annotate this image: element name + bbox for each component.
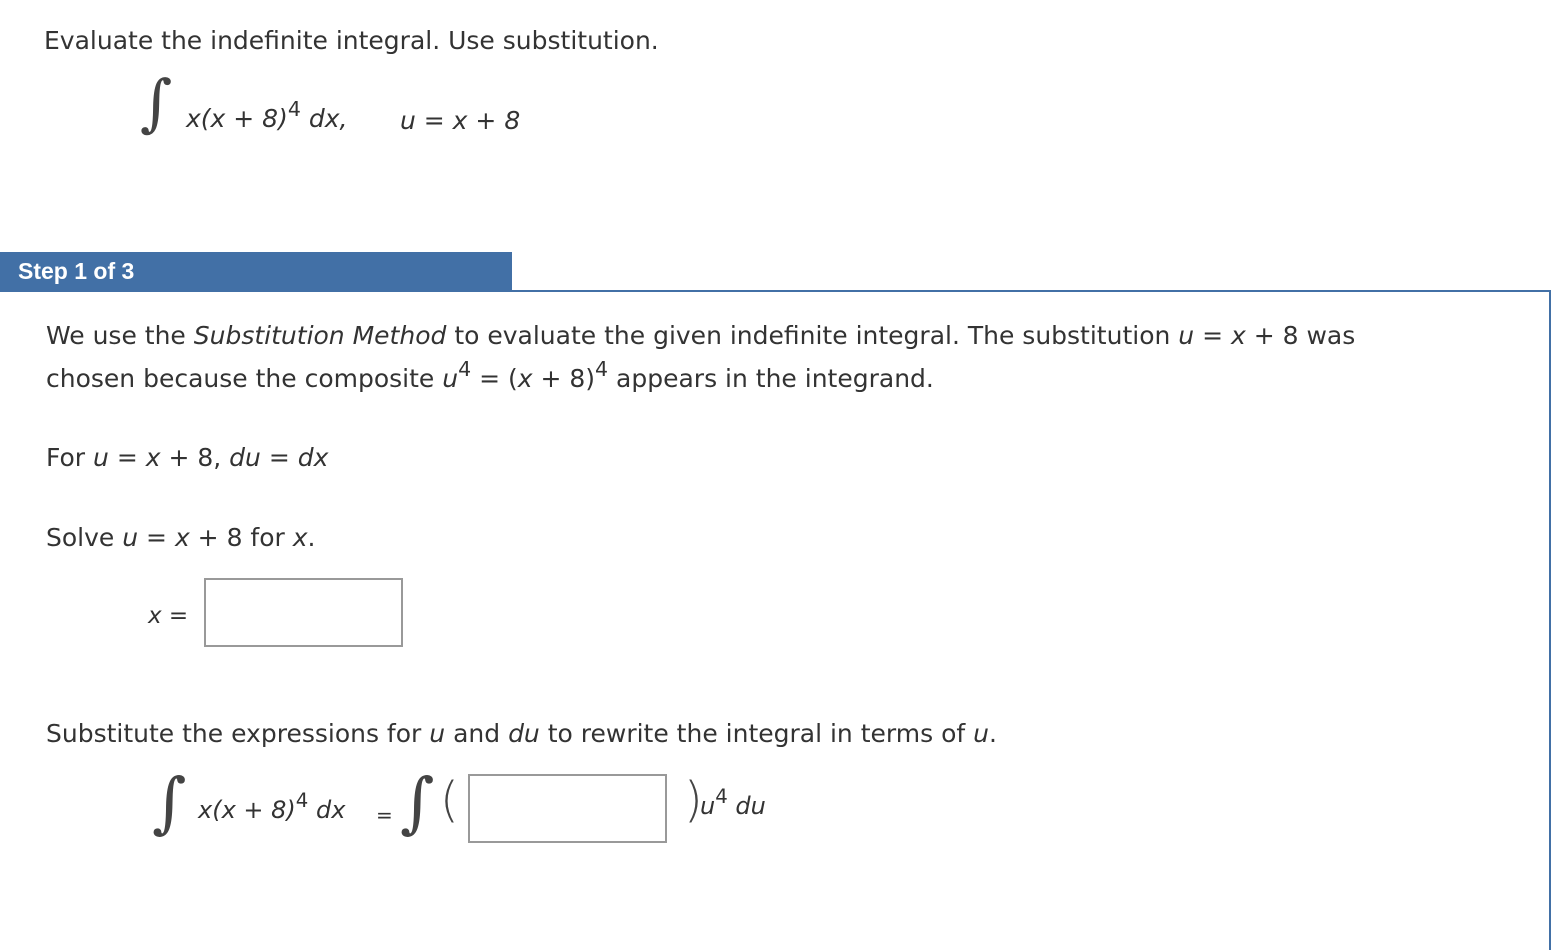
- explanation-line-1: We use the Substitution Method to evaluate the given indefinite integral. The substitution u = x + 8 was: [46, 321, 1356, 350]
- original-integrand: $x(x + 8)^4$ dx: [198, 789, 346, 824]
- coefficient-answer-input[interactable]: [468, 774, 667, 843]
- integral-sign: ∫: [140, 66, 173, 139]
- open-paren: (: [440, 772, 459, 828]
- integrand: [186, 96, 348, 133]
- differential-statement: For u = x + 8, du = dx: [46, 443, 329, 472]
- integrand-exponent: 4: [287, 96, 301, 121]
- method-name: Substitution Method: [193, 321, 447, 350]
- equals-sign: =: [376, 803, 393, 827]
- integral-sign-left: ∫: [152, 764, 187, 841]
- problem-prompt: Evaluate the indefinite integral. Use substitution.: [44, 26, 659, 55]
- step-header: Step 1 of 3: [0, 252, 512, 291]
- explanation-line-2: chosen because the composite $u^4 = (x + 8)^4$ appears in the integrand.: [46, 356, 934, 393]
- integral-sign-right: ∫: [400, 764, 435, 841]
- integrand-main: x(x + 8): [186, 104, 288, 133]
- close-paren: ): [684, 772, 703, 828]
- substitution-hint: u = x + 8: [400, 106, 521, 135]
- x-equals-label: x =: [148, 603, 189, 629]
- substitute-instruction: Substitute the expressions for u and du to rewrite the integral in terms of u.: [46, 719, 997, 748]
- integrand-dx: dx,: [308, 104, 348, 133]
- rewritten-integrand-tail: $u^4$ du: [700, 785, 766, 820]
- x-answer-input[interactable]: [204, 578, 403, 647]
- solve-instruction: Solve u = x + 8 for x.: [46, 523, 316, 552]
